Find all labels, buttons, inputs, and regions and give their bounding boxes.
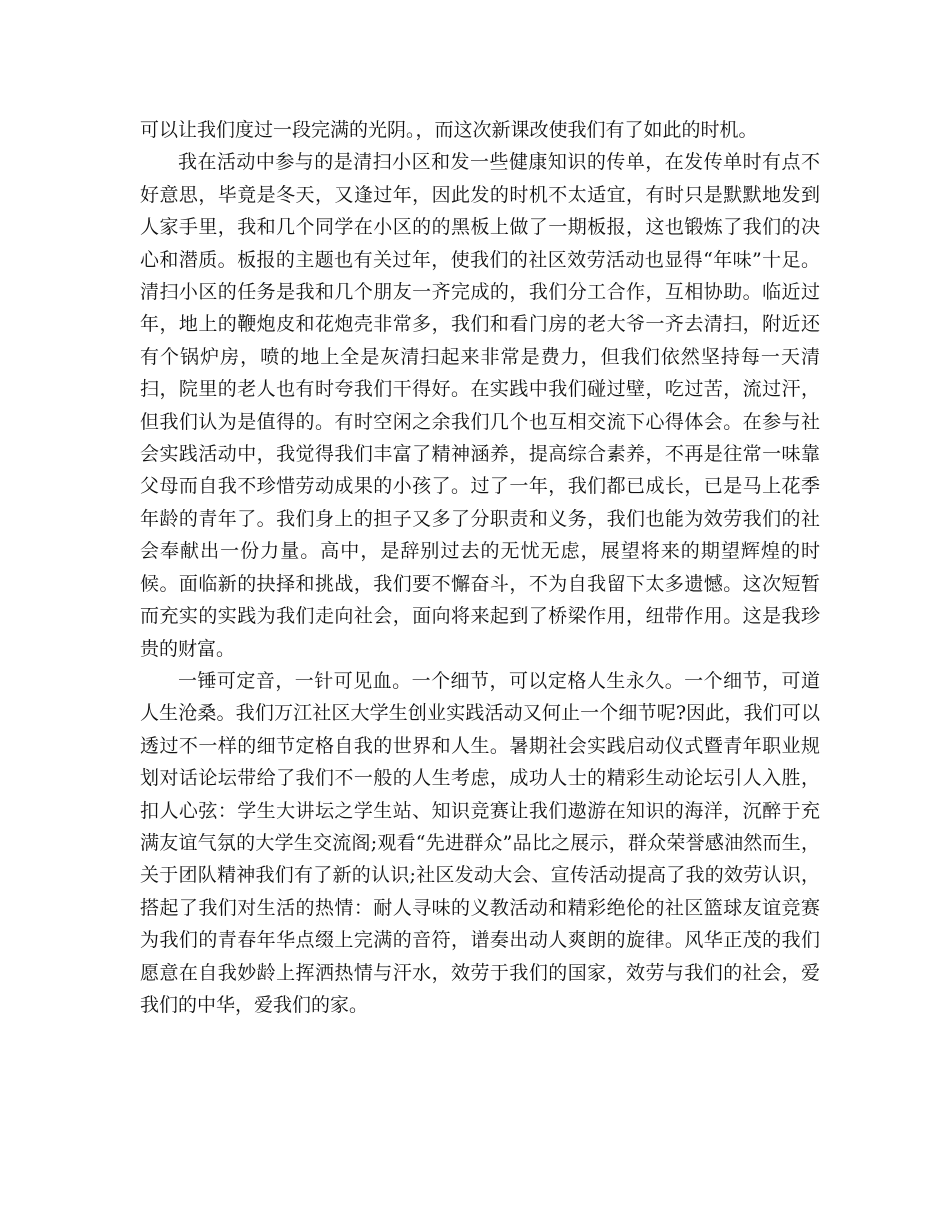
paragraph-continuation: 可以让我们度过一段完满的光阴。，而这次新课改使我们有了如此的时机。 xyxy=(140,119,758,141)
paragraph-cleaning-activity: 我在活动中参与的是清扫小区和发一些健康知识的传单，在发传单时有点不好意思，毕竟是冬天，又逢过年，因此发的时机不太适宜，有时只是默默地发到人家手里，我和几个同学在小区的的黑板上做了一期板报，这也锻炼了我们的决心和潜质。板报的主题也有关过年，使我们的社区效劳活动也显得“年味”十足。清扫小区的任务是我和几个朋友一齐完成的，我们分工合作，互相协助。临近过年，地上的鞭炮皮和花炮壳非常多，我们和看门房的老大爷一齐去清扫，附近还有个锅炉房，喷的地上全是灰清扫起来非常是费力，但我们依然坚持每一天清扫，院里的老人也有时夸我们干得好。在实践中我们碰过壁，吃过苦，流过汗，但我们认为是值得的。有时空闲之余我们几个也互相交流下心得体会。在参与社会实践活动中，我觉得我们丰富了精神涵养，提高综合素养，不再是往常一味靠父母而自我不珍惜劳动成果的小孩了。过了一年，我们都已成长，已是马上花季年龄的青年了。我们身上的担子又多了分职责和义务，我们也能为效劳我们的社会奉献出一份力量。高中，是辞别过去的无忧无虑，展望将来的期望辉煌的时候。面临新的抉择和挑战，我们要不懈奋斗，不为自我留下太多遗憾。这次短暂而充实的实践为我们走向社会，面向将来起到了桥梁作用，纽带作用。这是我珍贵的财富。 xyxy=(140,151,820,660)
document-body xyxy=(140,114,820,1021)
paragraph-details-reflection: 一锤可定音，一针可见血。一个细节，可以定格人生永久。一个细节，可道人生沧桑。我们万江社区大学生创业实践活动又何止一个细节呢?因此，我们可以透过不一样的细节定格自我的世界和人生。暑期社会实践启动仪式暨青年职业规划对话论坛带给了我们不一般的人生考虑，成功人士的精彩生动论坛引人入胜，扣人心弦：学生大讲坛之学生站、知识竞赛让我们遨游在知识的海洋，沉醉于充满友谊气氛的大学生交流阁;观看“先进群众”品比之展示，群众荣誉感油然而生，关于团队精神我们有了新的认识;社区发动大会、宣传活动提高了我的效劳认识，搭起了我们对生活的热情：耐人寻味的义教活动和精彩绝伦的社区篮球友谊竞赛为我们的青春年华点缀上完满的音符，谱奏出动人爽朗的旋律。风华正茂的我们愿意在自我妙龄上挥洒热情与汗水，效劳于我们的国家，效劳与我们的社会，爱我们的中华，爱我们的家。 xyxy=(140,669,820,1016)
